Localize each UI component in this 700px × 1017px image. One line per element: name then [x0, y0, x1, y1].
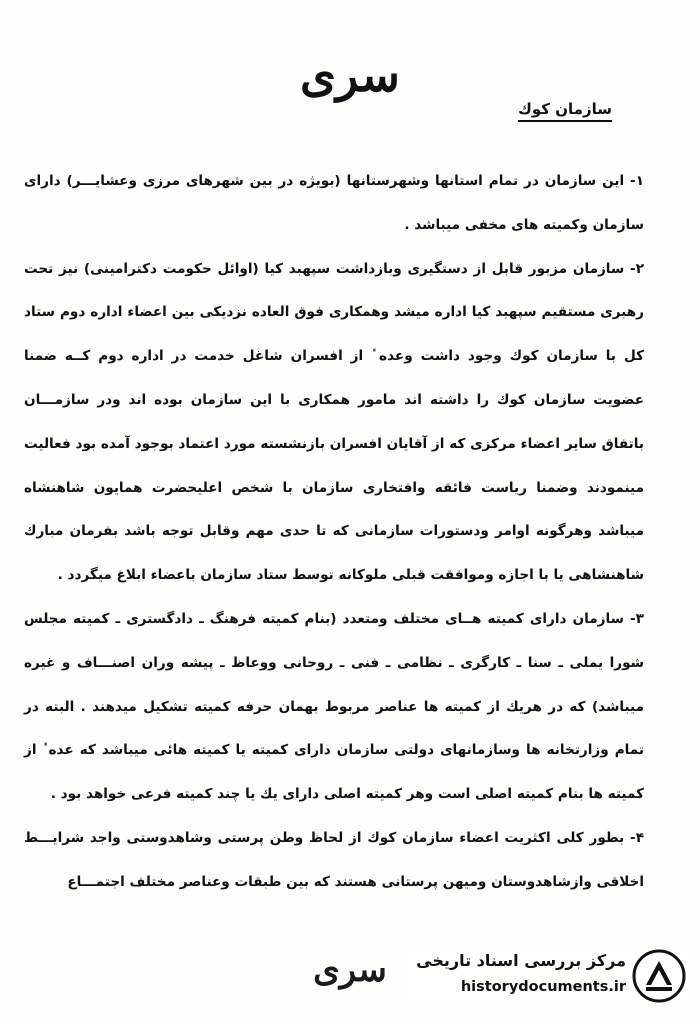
document-body	[24, 160, 644, 905]
paragraph-2: ۲- سازمان مزبور قابل از دستگیری وبازداشت سپهبد کیا (اوائل حکومت دکترامینی) نیز تحت رهبری مستقیم سپهبد کیا اداره میشد وهمکاری فوق العاده نزدیکی بین اعضاء اداره دوم ستاد کل با سازمان کوك وجود داشت وعده ٔ از افسران شاغل خدمت در اداره دوم کــه ضمنا عضویت سازمان کوك را داشته اند مامور همکاری با این سازمان بوده اند ودر سازمـــان باتفاق سایر اعضاء مرکزی که از آقایان افسران بازنشسته مورد اعتماد بوجود آمده بود فعالیت مینمودند وضمنا ریاست فائقه وافتخاری سازمان با شخص اعلیحضرت همایون شاهنشاه میباشد وهرگونه اوامر ودستورات سازمانی که تا حدی مهم وقابل توجه باشد بفرمان مبارك شاهنشاهی یا با اجازه وموافقت قبلی ملوکانه توسط ستاد سازمان باعضاء ابلاغ میگردد .	[24, 260, 644, 584]
watermark-url[interactable]: historydocuments.ir	[460, 979, 626, 995]
classification-footer: سری	[313, 950, 387, 990]
paragraph-4: ۴- بطور کلی اکثریت اعضاء سازمان کوك از لحاظ وطن پرستی وشاهدوستی واجد شرایـــط اخلاقی وازشاهدوستان ومیهن پرستانی هستند که بین طبقات وعناصر مختلف اجتمـــاع	[24, 829, 644, 890]
paragraph-1: ۱- این سازمان در تمام استانها وشهرستانها (بویژه در بین شهرهای مرزی وعشایـــر) دارای سازمان وکمیته های مخفی میباشد .	[24, 173, 644, 233]
archive-logo-icon	[632, 949, 686, 1003]
paragraph-3: ۳- سازمان دارای کمیته هــای مختلف ومتعدد (بنام کمیته فرهنگ ـ دادگستری ـ کمیته مجلس شورا یملی ـ سنا ـ کارگری ـ نظامی ـ فنی ـ روحانی ووعاظ ـ پیشه وران اصنـــاف و غیره میباشد) که در هریك از کمیته ها عناصر مربوط بهمان حرفه کمیته تشکیل میدهند . البته در تمام وزارتخانه ها وسازمانهای دولتی سازمان دارای کمیته یا کمیته هائی میباشد که عده ٔ از کمیته ها بنام کمیته اصلی است وهر کمیته اصلی دارای یك یا چند کمیته فرعی خواهد بود .	[24, 610, 644, 803]
classification-heading: سری	[300, 48, 400, 102]
watermark	[405, 945, 690, 1007]
watermark-name: مرکز بررسی اسناد تاریخی	[416, 951, 626, 970]
subject-line: سازمان کوك	[518, 100, 612, 122]
